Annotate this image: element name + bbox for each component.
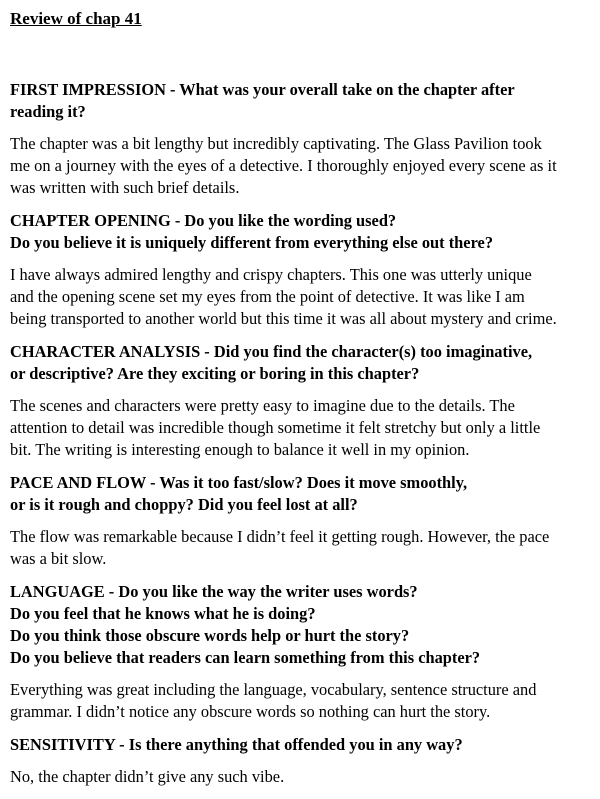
question-character-analysis: [10, 341, 594, 385]
answer-sensitivity: [10, 766, 594, 788]
question-line: CHARACTER ANALYSIS - Did you find the character(s) too imaginative,: [10, 342, 533, 361]
question-first-impression: [10, 79, 594, 123]
question-pace-and-flow: [10, 472, 594, 516]
answer-line: The flow was remarkable because I didn’t feel it getting rough. However, the pace: [10, 527, 550, 546]
answer-character-analysis: [10, 395, 594, 461]
document-title: Review of chap 41: [10, 9, 142, 28]
review-document: [10, 8, 594, 799]
answer-first-impression: [10, 133, 594, 199]
section-language: [10, 581, 594, 723]
answer-language: [10, 679, 594, 723]
question-chapter-opening: [10, 210, 594, 254]
question-line: FIRST IMPRESSION - What was your overall take on the chapter after: [10, 80, 515, 99]
answer-line: me on a journey with the eyes of a detective. I thoroughly enjoyed every scene as it: [10, 156, 557, 175]
answer-line: The chapter was a bit lengthy but incredibly captivating. The Glass Pavilion took: [10, 134, 542, 153]
question-line: CHAPTER OPENING - Do you like the wording used?: [10, 211, 397, 230]
question-line: Do you believe that readers can learn something from this chapter?: [10, 648, 481, 667]
answer-line: being transported to another world but this time it was all about mystery and crime.: [10, 309, 557, 328]
answer-line: grammar. I didn’t notice any obscure words so nothing can hurt the story.: [10, 702, 491, 721]
question-line: Do you believe it is uniquely different from everything else out there?: [10, 233, 494, 252]
question-line: Do you feel that he knows what he is doing?: [10, 604, 316, 623]
section-sensitivity: [10, 734, 594, 788]
question-sensitivity: [10, 734, 594, 756]
answer-line: bit. The writing is interesting enough to balance it well in my opinion.: [10, 440, 470, 459]
answer-pace-and-flow: [10, 526, 594, 570]
answer-line: attention to detail was incredible though sometime it felt stretchy but only a little: [10, 418, 541, 437]
question-line: reading it?: [10, 102, 86, 121]
answer-line: was written with such brief details.: [10, 178, 240, 197]
question-line: Do you think those obscure words help or hurt the story?: [10, 626, 410, 645]
answer-chapter-opening: [10, 264, 594, 330]
question-language: [10, 581, 594, 669]
answer-line: The scenes and characters were pretty easy to imagine due to the details. The: [10, 396, 515, 415]
answer-line: I have always admired lengthy and crispy chapters. This one was utterly unique: [10, 265, 532, 284]
answer-line: was a bit slow.: [10, 549, 107, 568]
section-first-impression: [10, 79, 594, 199]
answer-line: No, the chapter didn’t give any such vibe.: [10, 767, 285, 786]
question-line: PACE AND FLOW - Was it too fast/slow? Does it move smoothly,: [10, 473, 468, 492]
section-pace-and-flow: [10, 472, 594, 570]
section-chapter-opening: [10, 210, 594, 330]
answer-line: Everything was great including the language, vocabulary, sentence structure and: [10, 680, 537, 699]
question-line: or is it rough and choppy? Did you feel lost at all?: [10, 495, 358, 514]
question-line: SENSITIVITY - Is there anything that offended you in any way?: [10, 735, 463, 754]
section-character-analysis: [10, 341, 594, 461]
question-line: LANGUAGE - Do you like the way the writer uses words?: [10, 582, 418, 601]
question-line: or descriptive? Are they exciting or boring in this chapter?: [10, 364, 420, 383]
answer-line: and the opening scene set my eyes from the point of detective. It was like I am: [10, 287, 525, 306]
